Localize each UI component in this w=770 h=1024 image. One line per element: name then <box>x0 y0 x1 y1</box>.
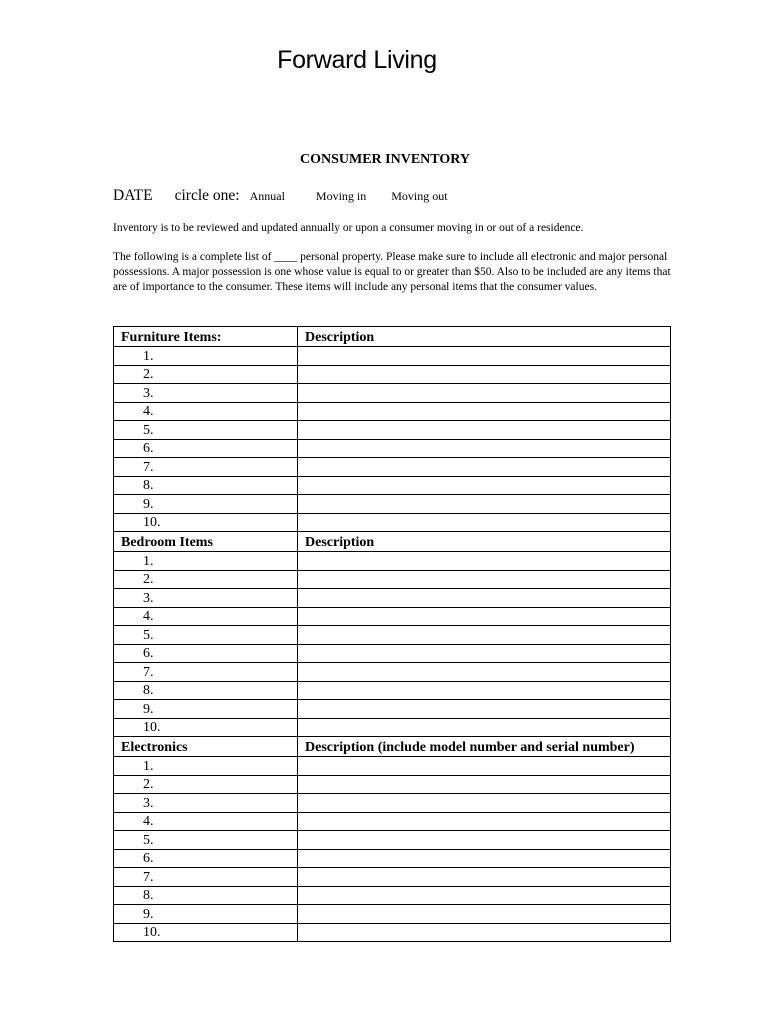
table-row <box>114 794 671 813</box>
item-number: 6. <box>114 644 298 663</box>
description-cell[interactable] <box>298 868 671 887</box>
date-line <box>113 187 448 205</box>
description-cell[interactable] <box>298 607 671 626</box>
item-number: 4. <box>114 812 298 831</box>
table-row <box>114 812 671 831</box>
item-number: 5. <box>114 626 298 645</box>
description-cell[interactable] <box>298 700 671 719</box>
date-label: DATE <box>113 187 153 204</box>
description-cell[interactable] <box>298 886 671 905</box>
item-number: 6. <box>114 849 298 868</box>
item-number: 9. <box>114 700 298 719</box>
table-row <box>114 421 671 440</box>
description-cell[interactable] <box>298 439 671 458</box>
inventory-table-body <box>114 327 671 942</box>
description-cell[interactable] <box>298 831 671 850</box>
table-row <box>114 347 671 366</box>
instruction-paragraph-2: The following is a complete list of ____ personal property. Please make sure to include all electronic and major personal possessions. A major possession is one whose value is equal to or greater than $50. Also to be included are any items that are of importance to the consumer. These items will include any personal items that the consumer values. <box>113 251 671 293</box>
item-number: 6. <box>114 439 298 458</box>
table-row <box>114 570 671 589</box>
description-cell[interactable] <box>298 794 671 813</box>
item-number: 7. <box>114 868 298 887</box>
description-cell[interactable] <box>298 347 671 366</box>
item-number: 8. <box>114 886 298 905</box>
table-row <box>114 644 671 663</box>
table-row <box>114 700 671 719</box>
item-number: 1. <box>114 757 298 776</box>
item-number: 10. <box>114 513 298 532</box>
item-number: 3. <box>114 794 298 813</box>
table-row <box>114 718 671 737</box>
description-cell[interactable] <box>298 663 671 682</box>
description-cell[interactable] <box>298 458 671 477</box>
section-header-bedroom-items <box>114 532 671 552</box>
table-row <box>114 757 671 776</box>
table-row <box>114 681 671 700</box>
table-row <box>114 365 671 384</box>
item-number: 10. <box>114 718 298 737</box>
option-moving-out: Moving out <box>391 189 448 203</box>
description-cell[interactable] <box>298 775 671 794</box>
description-header: Description (include model number and serial number) <box>298 737 671 757</box>
table-row <box>114 458 671 477</box>
form-title: CONSUMER INVENTORY <box>300 152 470 167</box>
item-number: 5. <box>114 831 298 850</box>
table-row <box>114 589 671 608</box>
table-row <box>114 831 671 850</box>
item-number: 10. <box>114 923 298 942</box>
table-row <box>114 476 671 495</box>
item-number: 4. <box>114 402 298 421</box>
item-number: 9. <box>114 495 298 514</box>
section-header-furniture-items <box>114 327 671 347</box>
item-number: 4. <box>114 607 298 626</box>
organization-title: Forward Living <box>277 46 437 74</box>
table-row <box>114 513 671 532</box>
item-number: 3. <box>114 589 298 608</box>
circle-one-label: circle one: <box>174 187 240 204</box>
table-row <box>114 384 671 403</box>
inventory-table <box>113 326 671 942</box>
table-row <box>114 775 671 794</box>
description-cell[interactable] <box>298 402 671 421</box>
item-number: 1. <box>114 552 298 571</box>
table-row <box>114 439 671 458</box>
description-cell[interactable] <box>298 923 671 942</box>
item-number: 2. <box>114 570 298 589</box>
description-cell[interactable] <box>298 644 671 663</box>
table-row <box>114 849 671 868</box>
description-header: Description <box>298 327 671 347</box>
table-row <box>114 868 671 887</box>
description-cell[interactable] <box>298 626 671 645</box>
description-cell[interactable] <box>298 421 671 440</box>
item-number: 7. <box>114 663 298 682</box>
item-number: 8. <box>114 681 298 700</box>
item-number: 9. <box>114 905 298 924</box>
table-row <box>114 626 671 645</box>
description-cell[interactable] <box>298 589 671 608</box>
description-cell[interactable] <box>298 905 671 924</box>
description-cell[interactable] <box>298 552 671 571</box>
item-number: 7. <box>114 458 298 477</box>
item-number: 5. <box>114 421 298 440</box>
section-title: Furniture Items: <box>114 327 298 347</box>
table-row <box>114 663 671 682</box>
table-row <box>114 905 671 924</box>
instruction-paragraph-1: Inventory is to be reviewed and updated annually or upon a consumer moving in or out of a residence. <box>113 222 584 234</box>
description-cell[interactable] <box>298 365 671 384</box>
table-row <box>114 607 671 626</box>
table-row <box>114 552 671 571</box>
option-annual: Annual <box>249 189 285 203</box>
item-number: 8. <box>114 476 298 495</box>
item-number: 1. <box>114 347 298 366</box>
description-cell[interactable] <box>298 812 671 831</box>
table-row <box>114 886 671 905</box>
section-title: Bedroom Items <box>114 532 298 552</box>
option-moving-in: Moving in <box>315 189 367 203</box>
description-cell[interactable] <box>298 513 671 532</box>
item-number: 2. <box>114 365 298 384</box>
description-cell[interactable] <box>298 681 671 700</box>
section-title: Electronics <box>114 737 298 757</box>
description-cell[interactable] <box>298 495 671 514</box>
description-header: Description <box>298 532 671 552</box>
description-cell[interactable] <box>298 570 671 589</box>
item-number: 3. <box>114 384 298 403</box>
description-cell[interactable] <box>298 384 671 403</box>
description-cell[interactable] <box>298 476 671 495</box>
description-cell[interactable] <box>298 718 671 737</box>
table-row <box>114 923 671 942</box>
table-row <box>114 495 671 514</box>
description-cell[interactable] <box>298 849 671 868</box>
description-cell[interactable] <box>298 757 671 776</box>
item-number: 2. <box>114 775 298 794</box>
section-header-electronics <box>114 737 671 757</box>
table-row <box>114 402 671 421</box>
